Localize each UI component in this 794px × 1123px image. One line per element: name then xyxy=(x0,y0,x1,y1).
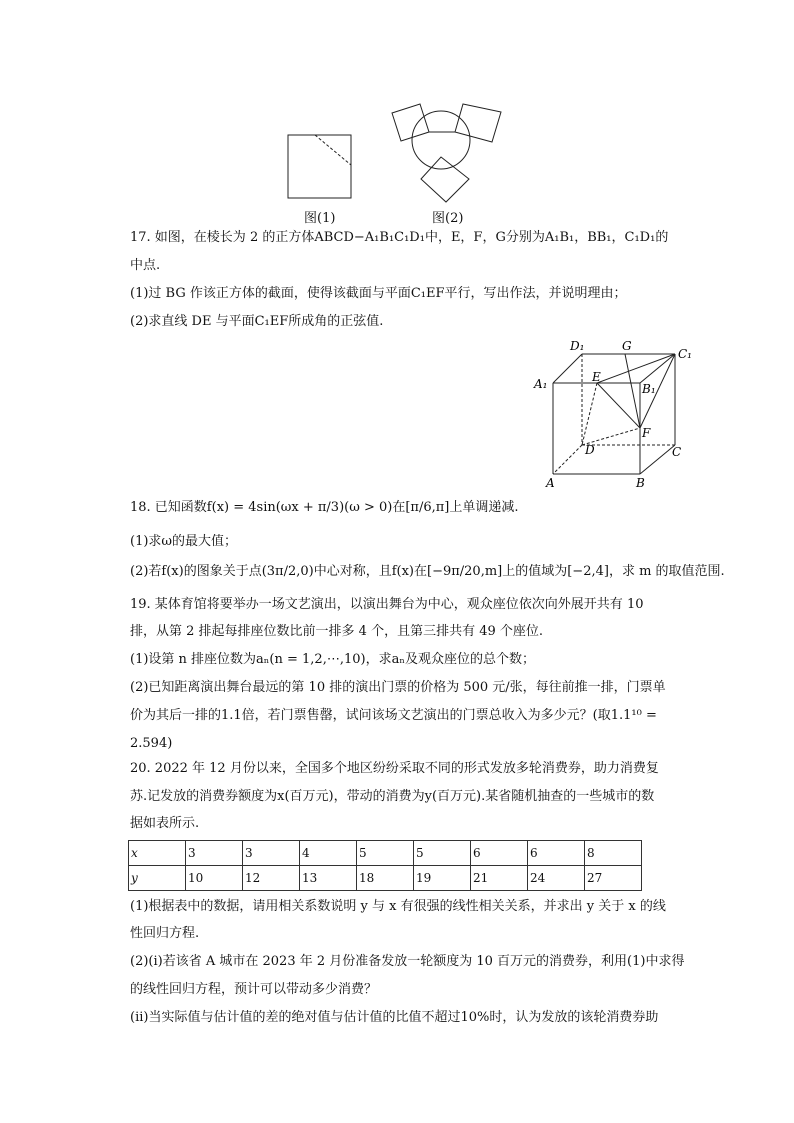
table-cell: 8 xyxy=(585,841,642,866)
cube-label-G: G xyxy=(622,339,632,353)
cube-label-E: E xyxy=(592,370,601,384)
q20-data-table xyxy=(128,840,642,891)
q18-part1: (1)求ω的最大值； xyxy=(130,534,238,549)
figure-2-caption: 图(2) xyxy=(432,211,464,226)
table-row-x xyxy=(129,841,642,866)
cube-label-C1: C₁ xyxy=(678,347,692,361)
table-header-x: x xyxy=(129,841,186,866)
q17-stem-line2: 中点. xyxy=(130,258,161,273)
q20-part1-line1: (1)根据表中的数据，请用相关系数说明 y 与 x 有很强的线性相关关系，并求出 y 关于 x 的线 xyxy=(130,899,666,914)
table-cell: 5 xyxy=(414,841,471,866)
cube-label-B1: B₁ xyxy=(642,382,656,396)
cube-label-C: C xyxy=(672,445,682,459)
q19-line1: 19. 某体育馆将要举办一场文艺演出，以演出舞台为中心，观众座位依次向外展开共有 10 xyxy=(130,597,644,612)
figure-1-caption: 图(1) xyxy=(304,211,336,226)
table-cell: 19 xyxy=(414,866,471,891)
q19-line5: 价为其后一排的1.1倍，若门票售罄，试问该场文艺演出的门票总收入为多少元？(取1.1¹⁰ = xyxy=(130,708,657,723)
q18-part2: (2)若f(x)的图象关于点(3π/2,0)中心对称，且f(x)在[−9π/20,m]上的值域为[−2,4]，求 m 的取值范围. xyxy=(130,564,725,579)
table-cell: 18 xyxy=(357,866,414,891)
table-cell: 4 xyxy=(300,841,357,866)
table-cell: 10 xyxy=(186,866,243,891)
cube-label-B: B xyxy=(636,476,645,490)
cube-label-D: D xyxy=(585,443,595,457)
q19-line2: 排，从第 2 排起每排座位数比前一排多 4 个，且第三排共有 49 个座位. xyxy=(130,624,544,639)
q20-line3: 据如表所示. xyxy=(130,816,200,831)
table-row-y xyxy=(129,866,642,891)
table-cell: 21 xyxy=(471,866,528,891)
cube-label-A1: A₁ xyxy=(534,377,548,391)
table-cell: 24 xyxy=(528,866,585,891)
q17-part2: (2)求直线 DE 与平面C₁EF所成角的正弦值. xyxy=(130,314,384,329)
cube-label-D1: D₁ xyxy=(570,339,585,353)
q19-line6: 2.594) xyxy=(130,736,173,751)
q18-stem: 18. 已知函数f(x) = 4sin(ωx + π/3)(ω > 0)在[π/6,π]上单调递减. xyxy=(130,500,519,515)
q20-line1: 20. 2022 年 12 月份以来，全国多个地区纷纷采取不同的形式发放多轮消费券，助力消费复 xyxy=(130,761,659,776)
table-cell: 6 xyxy=(471,841,528,866)
table-cell: 5 xyxy=(357,841,414,866)
table-cell: 6 xyxy=(528,841,585,866)
q20-part2-line3: (ii)当实际值与估计值的差的绝对值与估计值的比值不超过10%时，认为发放的该轮消费券助 xyxy=(130,1010,659,1025)
q17-part1: (1)过 BG 作该正方体的截面，使得该截面与平面C₁EF平行，写出作法，并说明理由； xyxy=(130,286,627,301)
table-cell: 3 xyxy=(243,841,300,866)
q20-part2-line1: (2)(i)若该省 A 城市在 2023 年 2 月份准备发放一轮额度为 10 百万元的消费券，利用(1)中求得 xyxy=(130,954,685,969)
cube-diagram xyxy=(530,338,705,493)
q19-line3: (1)设第 n 排座位数为aₙ(n = 1,2,⋯,10)，求aₙ及观众座位的总个数； xyxy=(130,652,535,667)
table-header-y: y xyxy=(129,866,186,891)
q20-part2-line2: 的线性回归方程，预计可以带动多少消费？ xyxy=(130,982,378,997)
q20-part1-line2: 性回归方程. xyxy=(130,926,200,941)
table-cell: 13 xyxy=(300,866,357,891)
table-cell: 3 xyxy=(186,841,243,866)
q17-stem-line1: 17. 如图，在棱长为 2 的正方体ABCD−A₁B₁C₁D₁中，E，F，G分别为A₁B₁，BB₁，C₁D₁的 xyxy=(130,230,669,245)
table-cell: 12 xyxy=(243,866,300,891)
q19-line4: (2)已知距离演出舞台最远的第 10 排的演出门票的价格为 500 元/张，每往前推一排，门票单 xyxy=(130,680,666,695)
cube-label-A: A xyxy=(546,476,555,490)
figure-1-square xyxy=(285,132,355,202)
table-cell: 27 xyxy=(585,866,642,891)
cube-label-F: F xyxy=(642,426,651,440)
figure-2-net xyxy=(385,95,505,207)
q20-line2: 苏.记发放的消费券额度为x(百万元)，带动的消费为y(百万元).某省随机抽查的一些城市的数 xyxy=(130,789,655,804)
